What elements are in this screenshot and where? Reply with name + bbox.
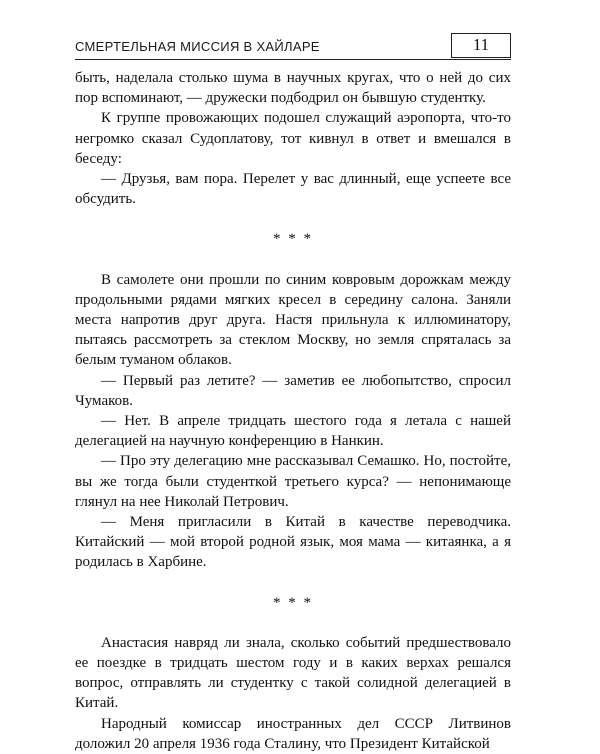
dialogue-line: — Первый раз летите? — заметив ее любопытство, спросил Чумаков. [75, 372, 511, 409]
section-separator: * * * [273, 594, 313, 611]
page-number: 11 [451, 33, 511, 58]
page-header [75, 37, 511, 60]
dialogue-line: — Друзья, вам пора. Перелет у вас длинный, еще успеете все обсудить. [75, 171, 511, 208]
body-text [75, 68, 511, 754]
paragraph: Народный комиссар иностранных дел СССР Литвинов доложил 20 апреля 1936 года Сталину, что Президент Китайской [75, 715, 511, 752]
dialogue-line: — Про эту делегацию мне рассказывал Семашко. Но, постойте, вы же тогда были студенткой третьего курса? — непонимающе глянул на нее Николай Петрович. [75, 453, 511, 510]
paragraph: К группе провожающих подошел служащий аэропорта, что-то негромко сказал Судоплатову, тот кивнул в ответ и вмешался в беседу: [75, 110, 511, 167]
paragraph: быть, наделала столько шума в научных кругах, что о ней до сих пор вспоминают, — дружески подбодрил он бывшую студентку. [75, 70, 511, 107]
dialogue-line: — Нет. В апреле тридцать шестого года я летала с нашей делегацией на научную конференцию в Нанкин. [75, 413, 511, 450]
dialogue-line: — Меня пригласили в Китай в качестве переводчика. Китайский — мой второй родной язык, моя мама — китаянка, а я родилась в Харбине. [75, 514, 511, 571]
paragraph: В самолете они прошли по синим ковровым дорожкам между продольными рядами мягких кресел в середину салона. Заняли места напротив друг друга. Настя прильнула к иллюминатору, пытаясь рассмотреть за стеклом Москву, но земля спряталась за белым туманом облаков. [75, 271, 511, 369]
paragraph: Анастасия навряд ли знала, сколько событий предшествовало ее поездке в тридцать шестом году и в каких верхах решался вопрос, отправлять ли студентку с такой солидной делегацией в Китай. [75, 634, 511, 712]
running-title: СМЕРТЕЛЬНАЯ МИССИЯ В ХАЙЛАРЕ [75, 39, 320, 54]
section-separator: * * * [273, 231, 313, 248]
